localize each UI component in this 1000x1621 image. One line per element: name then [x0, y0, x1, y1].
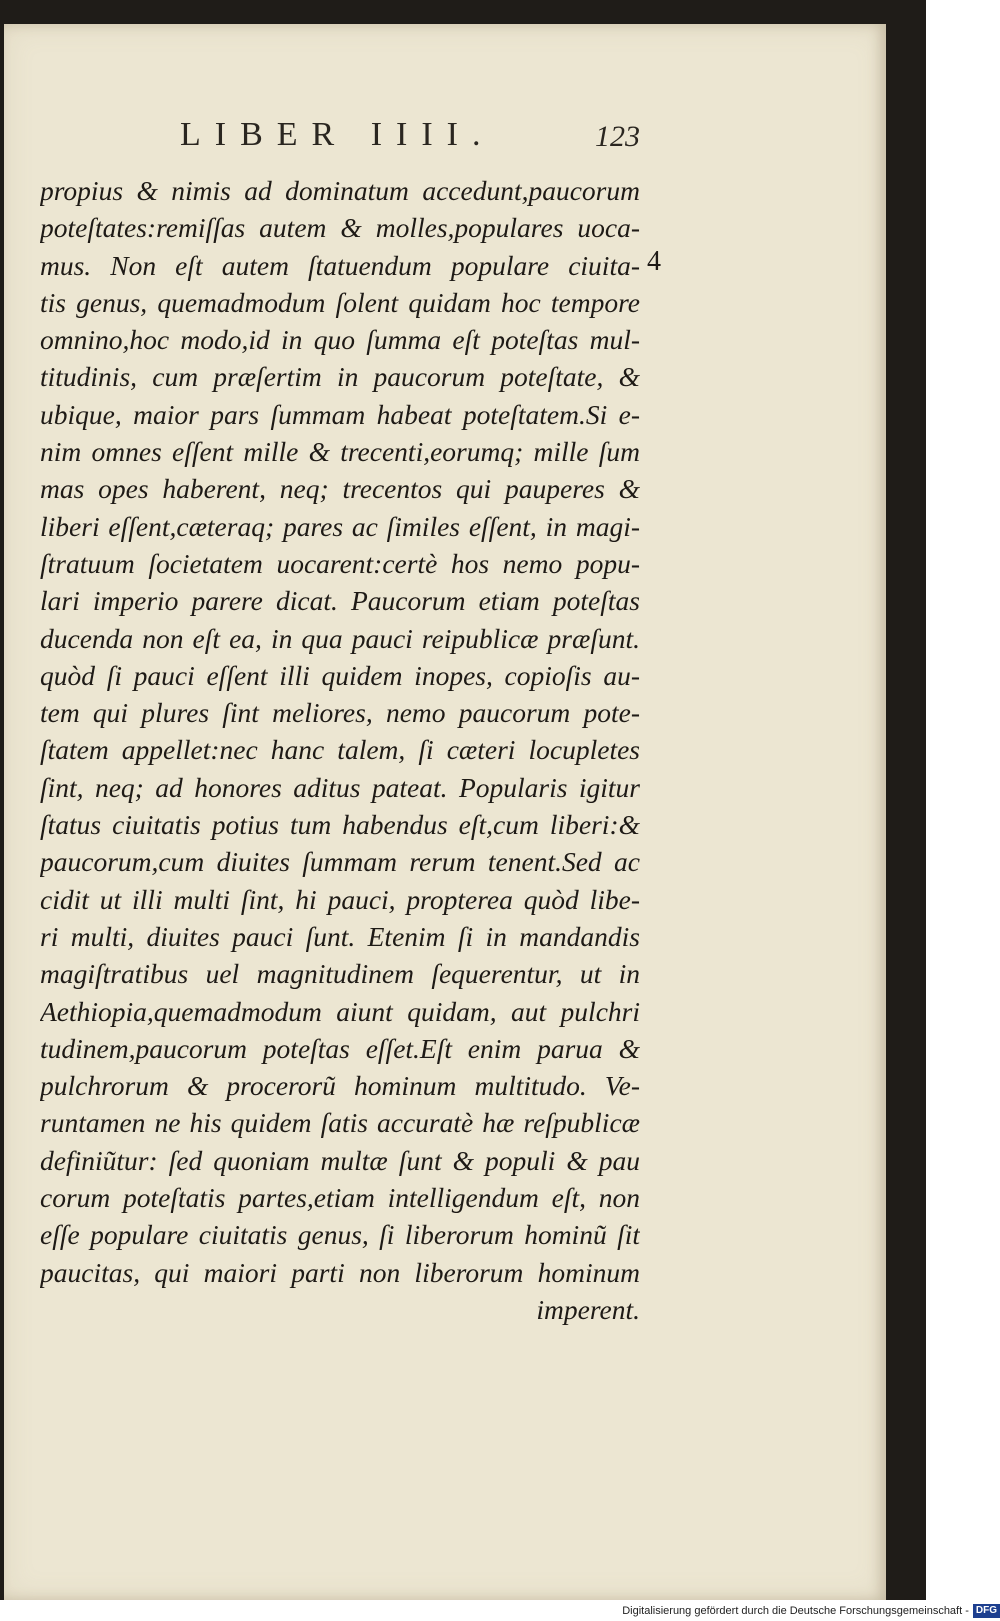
text-line: corum poteſtatis partes,etiam intelligendum eſt, non: [40, 1182, 640, 1214]
text-line: mas opes haberent, neq; trecentos qui pauperes &: [40, 473, 640, 505]
text-line: ubique, maior pars ſummam habeat poteſtatem.Si e-: [40, 398, 640, 430]
text-line: cidit ut illi multi ſint, hi pauci, propterea quòd libe-: [40, 883, 640, 915]
margin-note: 4: [647, 246, 661, 277]
text-line: pulchrorum & procerorũ hominum multitudo. Ve-: [40, 1070, 640, 1102]
text-line: titudinis, cum præſertim in paucorum poteſtate, &: [40, 361, 640, 393]
text-line: lari imperio parere dicat. Paucorum etiam poteſtas: [40, 585, 640, 617]
text-line: paucorum,cum diuites ſummam rerum tenent.Sed ac: [40, 846, 640, 878]
text-line: paucitas, qui maiori parti non liberorum hominum: [40, 1256, 640, 1288]
text-line: magiſtratibus uel magnitudinem ſequerentur, ut in: [40, 958, 640, 990]
text-line: mus. Non eſt autem ſtatuendum populare ciuita-: [40, 249, 640, 281]
text-line: quòd ſi pauci eſſent illi quidem inopes, copioſis au-: [40, 659, 640, 691]
text-line: ſint, neq; ad honores aditus pateat. Popularis igitur: [40, 771, 640, 803]
text-line: ducenda non eſt ea, in qua pauci reipublicæ præſunt.: [40, 622, 640, 654]
text-line: ſtatem appellet:nec hanc talem, ſi cæteri locupletes: [40, 734, 640, 766]
text-line: definiũtur: ſed quoniam multæ ſunt & populi & pau: [40, 1144, 640, 1176]
text-line: propius & nimis ad dominatum accedunt,paucorum: [40, 175, 640, 206]
footer-text: Digitalisierung gefördert durch die Deutsche Forschungsgemeinschaft -: [622, 1605, 969, 1617]
text-line: tudinem,paucorum poteſtas eſſet.Eſt enim parua &: [40, 1032, 640, 1064]
running-title: LIBER IIII.: [180, 116, 495, 153]
book-page: [4, 24, 886, 1600]
text-line: tem qui plures ſint meliores, nemo paucorum pote-: [40, 697, 640, 729]
text-line: omnino,hoc modo,id in quo ſumma eſt poteſtas mul-: [40, 324, 640, 356]
text-line: tis genus, quemadmodum ſolent quidam hoc tempore: [40, 286, 640, 318]
text-line: Aethiopia,quemadmodum aiunt quidam, aut pulchri: [40, 995, 640, 1027]
dfg-logo: DFG: [973, 1604, 1000, 1618]
text-line: ri multi, diuites pauci ſunt. Etenim ſi in mandandis: [40, 920, 640, 952]
text-line: nim omnes eſſent mille & trecenti,eorumq; mille ſum: [40, 436, 640, 468]
text-line: ſtatus ciuitatis potius tum habendus eſt,cum liberi:&: [40, 809, 640, 841]
text-line: runtamen ne his quidem ſatis accuratè hæ reſpublicæ: [40, 1107, 640, 1139]
page-number: 123: [595, 120, 640, 153]
body-text: [40, 172, 640, 1328]
text-line: liberi eſſent,cæteraq; pares ac ſimiles eſſent, in magi-: [40, 510, 640, 542]
text-line: eſſe populare ciuitatis genus, ſi liberorum hominũ ſit: [40, 1219, 640, 1251]
text-line: poteſtates:remiſſas autem & molles,populares uoca-: [40, 212, 640, 244]
text-line: ſtratuum ſocietatem uocarent:certè hos nemo popu-: [40, 547, 640, 579]
page-header: [180, 112, 640, 158]
text-line: imperent.: [536, 1293, 640, 1325]
digitization-footer: [580, 1602, 1000, 1620]
